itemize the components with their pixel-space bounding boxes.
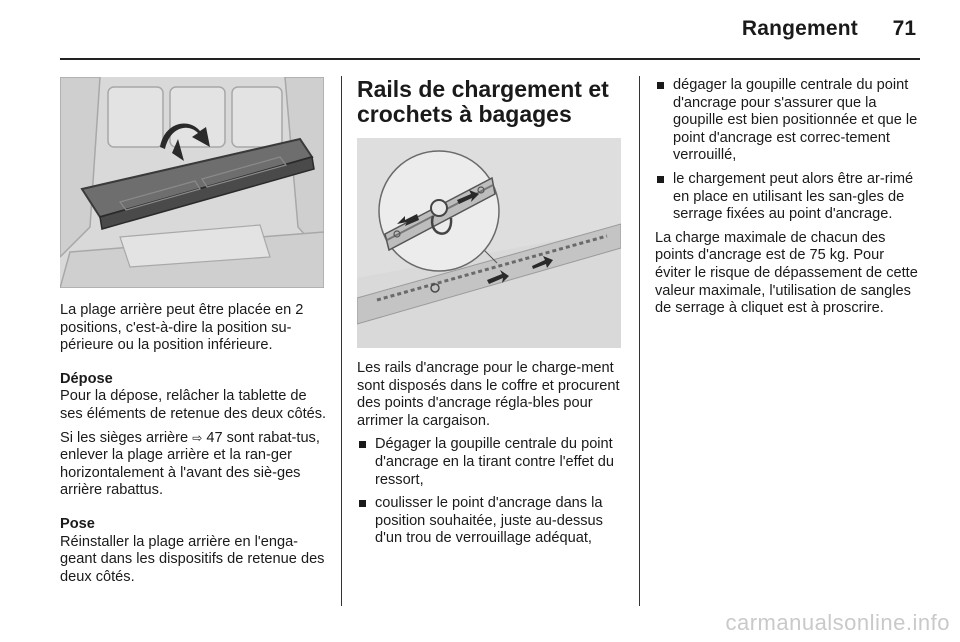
rails-steps-list [357,436,627,548]
bullet-square-icon [359,500,366,507]
load-rail-drawing [357,138,621,348]
section-heading [357,77,627,127]
rear-shelf-illustration [60,77,324,288]
bullet-square-icon [657,176,664,183]
page-title: Rangement [741,17,858,40]
column-middle [357,360,627,554]
bullet-square-icon [359,441,366,448]
seats-text-after: 47 sont rabat-tus, enlever la plage arrière et la ran-ger horizontalement à l'avant des siè-ges arrière rabattus. [60,429,320,499]
arrow-ref-icon: ⇨ [192,430,203,445]
seats-paragraph [60,430,328,500]
section-heading-line2: crochets à bagages [357,101,572,127]
section-heading-line1: Rails de chargement et [357,76,609,102]
list-item: le chargement peut alors être ar-rimé en place en utilisant les san-gles de serrage fixées au point d'ancrage. [655,171,923,224]
column-divider-left [341,76,342,606]
header-divider [60,58,920,60]
rails-intro-paragraph: Les rails d'ancrage pour le charge-ment sont disposés dans le coffre et procurent des points d'ancrage régla-bles pour arrimer la cargaison. [357,360,620,429]
list-item: dégager la goupille centrale du point d'ancrage pour s'assurer que la goupille est bien positionnée et que le point d'ancrage est correc-tement verrouillé, [655,77,923,165]
rear-shelf-drawing [60,77,324,288]
intro-paragraph: La plage arrière peut être placée en 2 positions, c'est-à-dire la position su-périeure ou la position inférieure. [60,302,304,354]
pose-paragraph: Réinstaller la plage arrière en l'enga-geant dans les dispositifs de retenue des deux côtés. [60,533,325,585]
load-rail-illustration [357,138,621,348]
column-right [655,77,923,324]
depose-heading: Dépose [60,370,113,387]
seats-text-before: Si les sièges arrière [60,429,193,446]
column-left [60,302,328,592]
page-number: 71 [892,17,916,40]
pose-heading: Pose [60,515,95,532]
column-divider-right [639,76,640,606]
page-header [0,0,960,60]
bullet-square-icon [657,82,664,89]
rails-steps-list-continued [655,77,923,224]
list-item: coulisser le point d'ancrage dans la position souhaitée, juste au-dessus d'un trou de verrouillage adéquat, [357,495,627,548]
watermark-text: carmanualsonline.info [725,610,950,635]
depose-paragraph: Pour la dépose, relâcher la tablette de ses éléments de retenue des deux côtés. [60,388,327,422]
list-item: Dégager la goupille centrale du point d'ancrage en la tirant contre l'effet du ressort, [357,436,627,489]
max-load-paragraph: La charge maximale de chacun des points d'ancrage est de 75 kg. Pour éviter le risque de dépassement de cette valeur maximale, l'utilisation de sangles de serrage à cliquet est à proscrire. [655,229,918,317]
